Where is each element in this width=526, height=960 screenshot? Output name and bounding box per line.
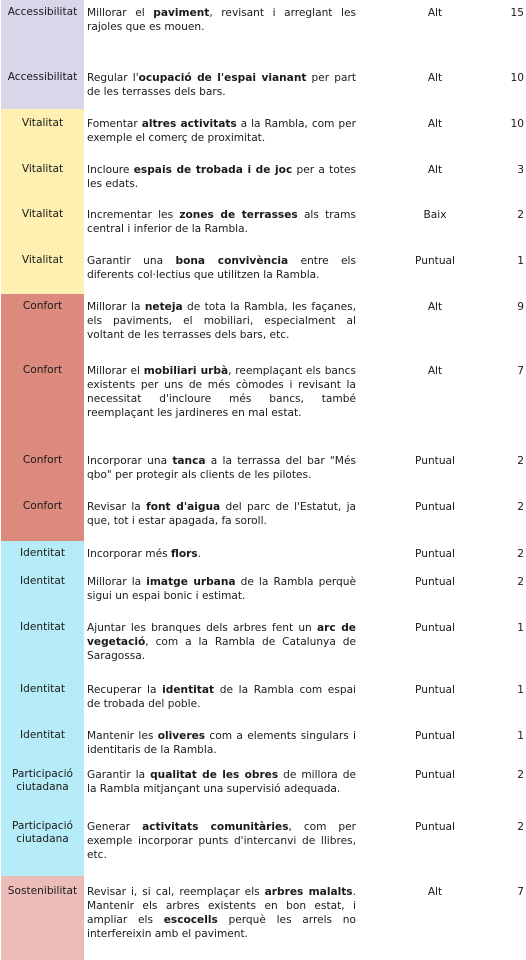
proposal-text: Garantir una bona convivència entre els diferents col·lectius que utilitzen la Rambla. xyxy=(87,255,357,281)
proposal-text: Garantir la qualitat de les obres de millora de la Rambla mitjançant una supervisió adequada. xyxy=(87,769,356,795)
table-row xyxy=(0,354,526,441)
score-cell: 15 xyxy=(510,7,524,19)
score-cell: 7 xyxy=(517,365,524,377)
priority-cell: Alt xyxy=(427,301,443,313)
proposal-text: Incorporar una tanca a la terrassa del bar "Més qbo" per protegir als clients de les pilotes. xyxy=(87,455,356,481)
priority-cell: Puntual xyxy=(415,769,455,781)
category-label: Vitalitat xyxy=(21,208,64,220)
priority-cell: Alt xyxy=(427,164,443,176)
category-label: Identitat xyxy=(20,621,65,633)
priority-cell: Baix xyxy=(423,209,447,221)
category-cell xyxy=(1,719,84,765)
proposal-text: Millorar la imatge urbana de la Rambla perquè sigui un espai bonic i estimat. xyxy=(87,576,356,602)
category-cell xyxy=(1,294,84,354)
category-label: Accessibilitat xyxy=(7,71,78,83)
score-cell: 2 xyxy=(517,821,524,833)
category-label: Participació xyxy=(11,820,74,832)
priority-cell: Puntual xyxy=(415,576,455,588)
table-row xyxy=(0,613,526,673)
score-cell: 2 xyxy=(517,501,524,513)
priority-cell: Puntual xyxy=(415,730,455,742)
category-label: Accessibilitat xyxy=(7,6,78,18)
proposal-text: Generar activitats comunitàries, com per exemple incorporar punts d'intercanvi de llibres, etc. xyxy=(87,821,357,861)
category-label: ciutadana xyxy=(16,781,69,793)
priority-cell: Puntual xyxy=(415,455,455,467)
score-cell: 2 xyxy=(517,576,524,588)
score-cell: 7 xyxy=(517,886,524,898)
proposal-text: Recuperar la identitat de la Rambla com espai de trobada del poble. xyxy=(87,684,356,710)
score-cell: 10 xyxy=(510,72,524,84)
table-row xyxy=(0,63,526,109)
category-label: Confort xyxy=(22,300,63,312)
category-label: Vitalitat xyxy=(21,254,64,266)
category-label: ciutadana xyxy=(16,833,69,845)
table-row xyxy=(0,487,526,541)
score-cell: 2 xyxy=(517,455,524,467)
proposal-text: Fomentar altres activitats a la Rambla, com per exemple el comerç de proximitat. xyxy=(87,118,356,144)
proposal-text: Mantenir les oliveres com a elements singulars i identitaris de la Rambla. xyxy=(87,730,357,756)
category-cell xyxy=(1,541,84,569)
table-row xyxy=(0,876,526,960)
table-row xyxy=(0,199,526,245)
category-cell xyxy=(1,199,84,245)
priority-cell: Puntual xyxy=(415,501,455,513)
category-cell xyxy=(1,63,84,109)
table-row xyxy=(0,811,526,876)
table-row xyxy=(0,294,526,354)
proposal-text: Ajuntar les branques dels arbres fent un arc de vegetació, com a la Rambla de Catalunya de Saragossa. xyxy=(87,622,356,662)
category-cell xyxy=(1,154,84,199)
score-cell: 3 xyxy=(517,164,524,176)
category-cell xyxy=(1,441,84,487)
priority-cell: Puntual xyxy=(415,548,455,560)
priority-cell: Alt xyxy=(427,365,443,377)
priority-cell: Puntual xyxy=(415,255,455,267)
category-label: Identitat xyxy=(20,575,65,587)
proposal-text: Revisar i, si cal, reemplaçar els arbres malalts. Mantenir els arbres existents en bon estat, i ampliar els escocells perquè les arrels no interfereixin amb el paviment. xyxy=(87,886,356,940)
proposal-text: Regular l'ocupació de l'espai vianant per part de les terrasses dels bars. xyxy=(87,72,356,98)
table-row xyxy=(0,569,526,613)
score-cell: 9 xyxy=(517,301,524,313)
category-label: Confort xyxy=(22,500,63,512)
category-label: Sostenibilitat xyxy=(7,885,78,897)
score-cell: 1 xyxy=(517,684,524,696)
proposal-text: Incrementar les zones de terrasses als trams central i inferior de la Rambla. xyxy=(87,209,356,235)
category-label: Identitat xyxy=(20,729,65,741)
proposal-text: Millorar la neteja de tota la Rambla, les façanes, els paviments, el mobiliari, especialment al voltant de les terrasses dels bars, etc. xyxy=(87,301,356,341)
proposal-text: Incloure espais de trobada i de joc per a totes les edats. xyxy=(87,164,356,190)
table-row xyxy=(0,245,526,294)
category-cell xyxy=(1,613,84,673)
table-row xyxy=(0,541,526,569)
category-cell xyxy=(1,811,84,876)
table-row xyxy=(0,719,526,765)
priority-cell: Alt xyxy=(427,118,443,130)
proposal-text: Millorar el paviment, revisant i arreglant les rajoles que es mouen. xyxy=(87,7,356,33)
score-cell: 2 xyxy=(517,209,524,221)
category-label: Identitat xyxy=(20,683,65,695)
category-cell xyxy=(1,354,84,441)
category-cell xyxy=(1,673,84,719)
priority-cell: Puntual xyxy=(415,684,455,696)
table-row xyxy=(0,109,526,154)
score-cell: 2 xyxy=(517,769,524,781)
score-cell: 1 xyxy=(517,622,524,634)
category-cell xyxy=(1,487,84,541)
category-cell xyxy=(1,109,84,154)
score-cell: 1 xyxy=(517,255,524,267)
priority-cell: Puntual xyxy=(415,622,455,634)
table-row xyxy=(0,441,526,487)
category-label: Participació xyxy=(11,768,74,780)
proposal-text: Incorporar més flors. xyxy=(87,548,202,560)
category-label: Confort xyxy=(22,454,63,466)
category-label: Vitalitat xyxy=(21,117,64,129)
priority-cell: Puntual xyxy=(415,821,455,833)
priority-cell: Alt xyxy=(427,72,443,84)
priority-cell: Alt xyxy=(427,7,443,19)
category-cell xyxy=(1,569,84,613)
proposal-text: Millorar el mobiliari urbà, reemplaçant els bancs existents per uns de més còmodes i revisant la necessitat d'incloure més bancs, també reemplaçant les jardineres en mal estat. xyxy=(87,365,356,419)
table-row xyxy=(0,673,526,719)
category-label: Identitat xyxy=(20,547,65,559)
category-cell xyxy=(1,0,84,63)
category-cell xyxy=(1,876,84,960)
category-label: Confort xyxy=(22,364,63,376)
proposal-text: Revisar la font d'aigua del parc de l'Estatut, ja que, tot i estar apagada, fa soroll. xyxy=(87,501,357,527)
category-cell xyxy=(1,245,84,294)
table-row xyxy=(0,0,526,63)
score-cell: 10 xyxy=(510,118,524,130)
score-cell: 1 xyxy=(517,730,524,742)
category-cell xyxy=(1,765,84,811)
category-label: Vitalitat xyxy=(21,163,64,175)
score-cell: 2 xyxy=(517,548,524,560)
table-row xyxy=(0,765,526,811)
priority-cell: Alt xyxy=(427,886,443,898)
table-row xyxy=(0,154,526,199)
